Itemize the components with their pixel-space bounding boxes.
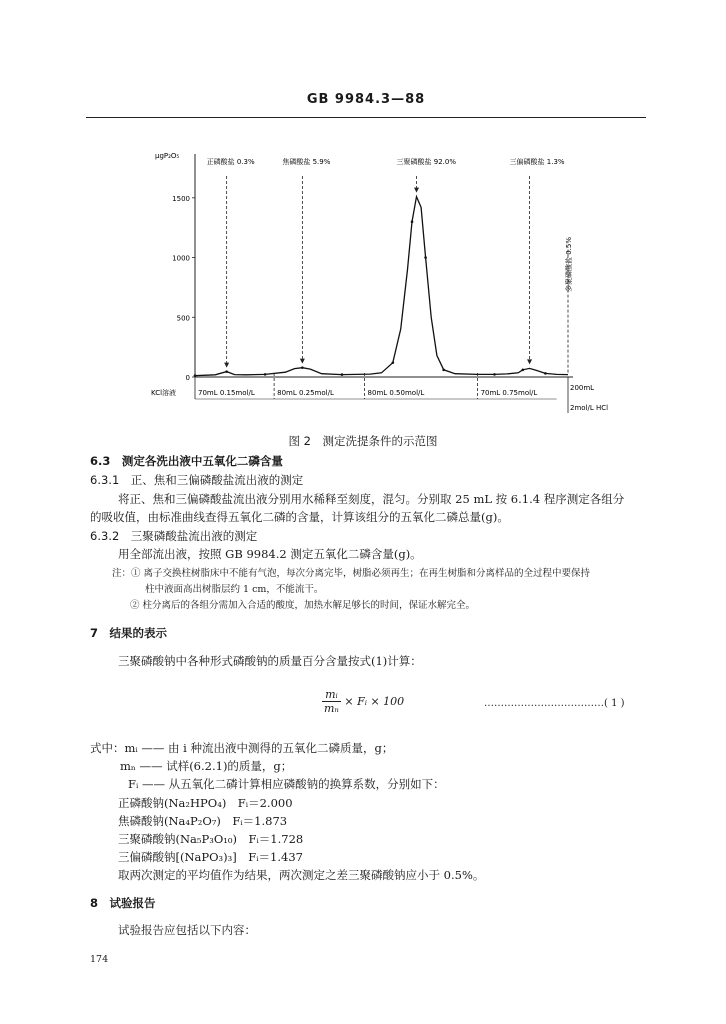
formula-denominator: mₙ [324, 702, 339, 715]
factor-pyrophosphate: 焦磷酸钠(Na₄P₂O₇) Fᵢ＝1.873 [118, 814, 288, 828]
section-6-3-2-para: 用全部流出液，按照 GB 9984.2 测定五氧化二磷含量(g)。 [118, 547, 422, 561]
curve-point [225, 370, 228, 373]
curve-point [264, 373, 267, 376]
curve-point [544, 372, 547, 375]
where-line-3: Fᵢ —— 从五氧化二磷计算相应磷酸钠的换算系数，分别如下： [128, 777, 445, 791]
segment-label: 80mL 0.25mol/L [277, 389, 334, 397]
elution-start-label: KCl溶液 [151, 389, 177, 397]
curve-point [493, 373, 496, 376]
y-unit-label: μgP₂O₅ [155, 152, 180, 160]
peak-label: 三偏磷酸盐 1.3% [509, 158, 565, 166]
section-7-para: 三聚磷酸钠中各种形式磷酸钠的质量百分含量按式(1)计算： [118, 654, 422, 668]
curve-point [521, 369, 524, 372]
curve-point [424, 256, 427, 259]
section-6-3-2-heading: 6.3.2 三聚磷酸盐流出液的测定 [90, 529, 258, 543]
chart-series [194, 197, 568, 377]
conclusion-para: 取两次测定的平均值作为结果，两次测定之差三聚磷酸钠应小于 0.5%。 [118, 868, 485, 882]
curve-point [301, 366, 304, 369]
chart-axes [155, 152, 573, 377]
note-2: ② 柱分离后的各组分需加入合适的酸度，加热水解足够长的时间，保证水解完全。 [130, 600, 476, 611]
elution-chart [150, 140, 609, 425]
section-7-heading: 7 结果的表示 [90, 626, 168, 640]
page-number: 174 [90, 954, 109, 965]
peak-label: 多聚磷酸盐 0.5% [565, 236, 573, 292]
section-6-3-heading: 6.3 测定各洗出液中五氧化二磷含量 [90, 454, 283, 468]
curve-point [411, 220, 414, 223]
chart-peak-annotations [207, 157, 573, 373]
y-tick-label: 1500 [172, 194, 190, 203]
end-label-bottom: 2mol/L HCl [570, 404, 609, 412]
peak-marker-arrow [527, 359, 532, 364]
peak-marker-arrow [414, 188, 419, 193]
y-tick-label: 500 [176, 314, 190, 323]
section-6-3-1-para-line2: 的吸收值，由标准曲线查得五氧化二磷的含量，计算该组分的五氧化二磷总量(g)。 [90, 510, 509, 524]
note-1-line1: 注：① 离子交换柱树脂床中不能有气泡，每次分离完毕，树脂必须再生；在再生树脂和分离样品的全过程中要保持 [112, 568, 591, 579]
curve-point [341, 373, 344, 376]
peak-label: 焦磷酸盐 5.9% [282, 158, 331, 166]
y-tick-label: 1000 [172, 254, 190, 263]
figure-caption: 图 2 测定洗提条件的示范图 [288, 434, 438, 448]
note-1-line2: 柱中液面高出树脂层约 1 cm，不能流干。 [145, 584, 324, 595]
section-8-heading: 8 试验报告 [90, 896, 156, 910]
factor-trimetaphosphate: 三偏磷酸钠[(NaPO₃)₃] Fᵢ＝1.437 [118, 850, 303, 864]
peak-marker-arrow [224, 363, 229, 368]
formula-1 [322, 688, 404, 715]
end-label-top: 200mL [570, 384, 595, 392]
header-rule [86, 117, 646, 118]
formula-numerator: mᵢ [322, 688, 341, 702]
curve-point [442, 369, 445, 372]
chart-y-ticks [172, 195, 195, 382]
chart-elution-segments [151, 373, 608, 413]
factor-orthophosphate: 正磷酸钠(Na₂HPO₄) Fᵢ＝2.000 [118, 796, 293, 810]
where-line-2: mₙ —— 试样(6.2.1)的质量，g； [120, 759, 293, 773]
section-8-para: 试验报告应包括以下内容： [118, 923, 256, 937]
factor-tripolyphosphate: 三聚磷酸钠(Na₅P₃O₁₀) Fᵢ＝1.728 [118, 832, 304, 846]
where-line-1: 式中：mᵢ —— 由 i 种流出液中测得的五氧化二磷质量，g； [90, 741, 394, 755]
section-6-3-1-para-line1: 将正、焦和三偏磷酸盐流出液分别用水稀释至刻度，混匀。分别取 25 mL 按 6.1.4 程序测定各组分 [118, 492, 625, 506]
formula-number: ………………………………( 1 ) [484, 698, 625, 709]
segment-label: 70mL 0.75mol/L [480, 389, 538, 397]
peak-label: 三聚磷酸盐 92.0% [396, 158, 457, 166]
elution-curve [195, 197, 568, 376]
segment-label: 70mL 0.15mol/L [198, 389, 255, 397]
curve-point [392, 361, 395, 364]
peak-label: 正磷酸盐 0.3% [206, 158, 255, 166]
formula-fraction [322, 688, 341, 715]
section-6-3-1-heading: 6.3.1 正、焦和三偏磷酸盐流出液的测定 [90, 473, 304, 487]
peak-marker-arrow [300, 359, 305, 364]
standard-code-header: GB 9984.3—88 [306, 92, 426, 107]
formula-rest: × Fᵢ × 100 [344, 695, 405, 708]
segment-label: 80mL 0.50mol/L [367, 389, 425, 397]
y-tick-label: 0 [185, 374, 190, 382]
